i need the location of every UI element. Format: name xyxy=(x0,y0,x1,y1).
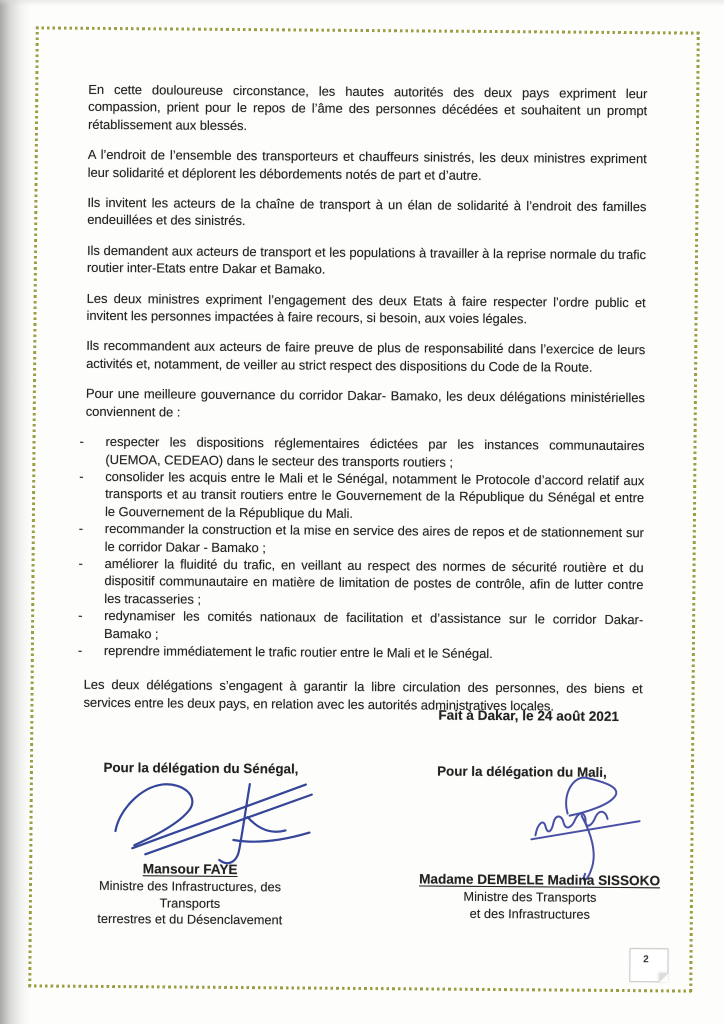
signature-heading-senegal: Pour la délégation du Sénégal, xyxy=(103,759,299,777)
bullet-item xyxy=(79,520,644,559)
signatory-role-senegal-line1: Ministre des Infrastructures, des Transports xyxy=(98,877,282,911)
signatory-role-mali-line2: et des Infrastructures xyxy=(469,905,590,922)
paragraph: En cette douloureuse circonstance, les hautes autorités des deux pays expriment leur compassion, prient pour le repos de l’âme des personnes décédées et souhaitent un prompt rétablissement aux blessés. xyxy=(87,81,648,133)
bullet-dash: - xyxy=(79,468,84,484)
signatory-role-senegal-line2: terrestres et du Désenclavement xyxy=(97,910,283,928)
signature-block-senegal xyxy=(90,760,312,777)
bullet-item xyxy=(79,433,644,472)
bullet-text: consolider les acquis entre le Mali et le Sénégal, notamment le Protocole d’accord relatif aux transports et au transit routiers entre le Gouvernement de la République du Sénégal et entre le Gouvernement de la République du Mali. xyxy=(104,468,645,521)
signatory-role-mali-line1: Ministre des Transports xyxy=(463,888,597,905)
bullet-dash: - xyxy=(77,642,83,658)
scan-shadow-top-edge xyxy=(0,0,724,6)
paragraph: Ils recommandent aux acteurs de faire preuve de plus de responsabilité dans l’exercice de leurs activités et, notamment, de veiller au strict respect des dispositions du Code de la Route. xyxy=(86,338,646,375)
signatory-senegal xyxy=(79,861,302,929)
bullet-text: recommander la construction et la mise en service des aires de repos et de stationnement sur le corridor Dakar - Bamako ; xyxy=(104,521,644,555)
signatory-mali xyxy=(419,871,661,923)
document-body xyxy=(77,81,648,729)
dotted-border-top xyxy=(36,26,700,34)
bullet-text: reprendre immédiatement le trafic routier entre le Mali et le Sénégal. xyxy=(103,642,493,661)
signature-heading-mali: Pour la délégation du Mali, xyxy=(437,763,607,780)
folded-corner-icon xyxy=(659,973,668,982)
bullet-item xyxy=(78,642,643,664)
paragraph: A l’endroit de l’ensemble des transporteurs et chauffeurs sinistrés, les deux ministres expriment leur solidarité et déplorent les débordements notés de part et d’autre. xyxy=(87,147,647,183)
page-number-note-icon[interactable] xyxy=(629,948,668,982)
bullet-dash: - xyxy=(78,607,83,623)
signature-ink-senegal xyxy=(105,771,318,871)
dotted-border-bottom xyxy=(28,984,692,992)
paragraph: Les deux ministres expriment l’engagement des deux Etats à faire respecter l’ordre public et invitent les personnes impactées à faire recours, si besoin, aux voies légales. xyxy=(86,290,646,327)
paragraph: Ils demandent aux acteurs de transport et les populations à travailler à la reprise normale du trafic routier inter-Etats entre Dakar et Bamako. xyxy=(86,242,647,277)
bullet-item xyxy=(79,468,644,525)
bullet-list xyxy=(78,433,645,664)
bullet-dash: - xyxy=(78,520,84,536)
date-place-line: Fait à Dakar, le 24 août 2021 xyxy=(438,707,620,725)
bullet-item xyxy=(78,607,643,646)
bullet-text: améliorer la fluidité du trafic, en veillant au respect des normes de sécurité routière et du dispositif communautaire en matière de limitation de postes de contrôle, afin de lutter contre les tracasseries ; xyxy=(104,555,644,607)
signature-block-mali xyxy=(411,763,633,780)
bullet-dash: - xyxy=(78,555,83,571)
scan-shadow-left-edge xyxy=(0,0,30,1024)
bullet-dash: - xyxy=(79,433,84,449)
closing-paragraph: Les deux délégations s’engagent à garantir la libre circulation des personnes, des biens et services entre les deux pays, en relation avec les autorités administratives locales. xyxy=(83,677,643,714)
bullet-text: respecter les dispositions réglementaires édictées par les instances communautaires (UEMOA, CEDEAO) dans le secteur des transports routiers ; xyxy=(105,434,645,470)
page-number: 2 xyxy=(643,954,649,966)
dotted-border-right xyxy=(689,32,700,993)
signatory-name-mali: Madame DEMBELE Madina SISSOKO xyxy=(419,871,661,889)
signatory-name-senegal: Mansour FAYE xyxy=(142,861,238,878)
bullet-text: redynamiser les comités nationaux de facilitation et d’assistance sur le corridor Dakar- Bamako ; xyxy=(103,608,644,641)
document-page xyxy=(28,26,700,992)
paragraph: Pour une meilleure gouvernance du corridor Dakar- Bamako, les deux délégations ministérielles conviennent de : xyxy=(85,386,645,420)
paragraph: Ils invitent les acteurs de la chaîne de transport à un élan de solidarité à l’endroit des familles endeuillées et des sinistrés. xyxy=(87,194,647,229)
bullet-item xyxy=(78,555,643,612)
